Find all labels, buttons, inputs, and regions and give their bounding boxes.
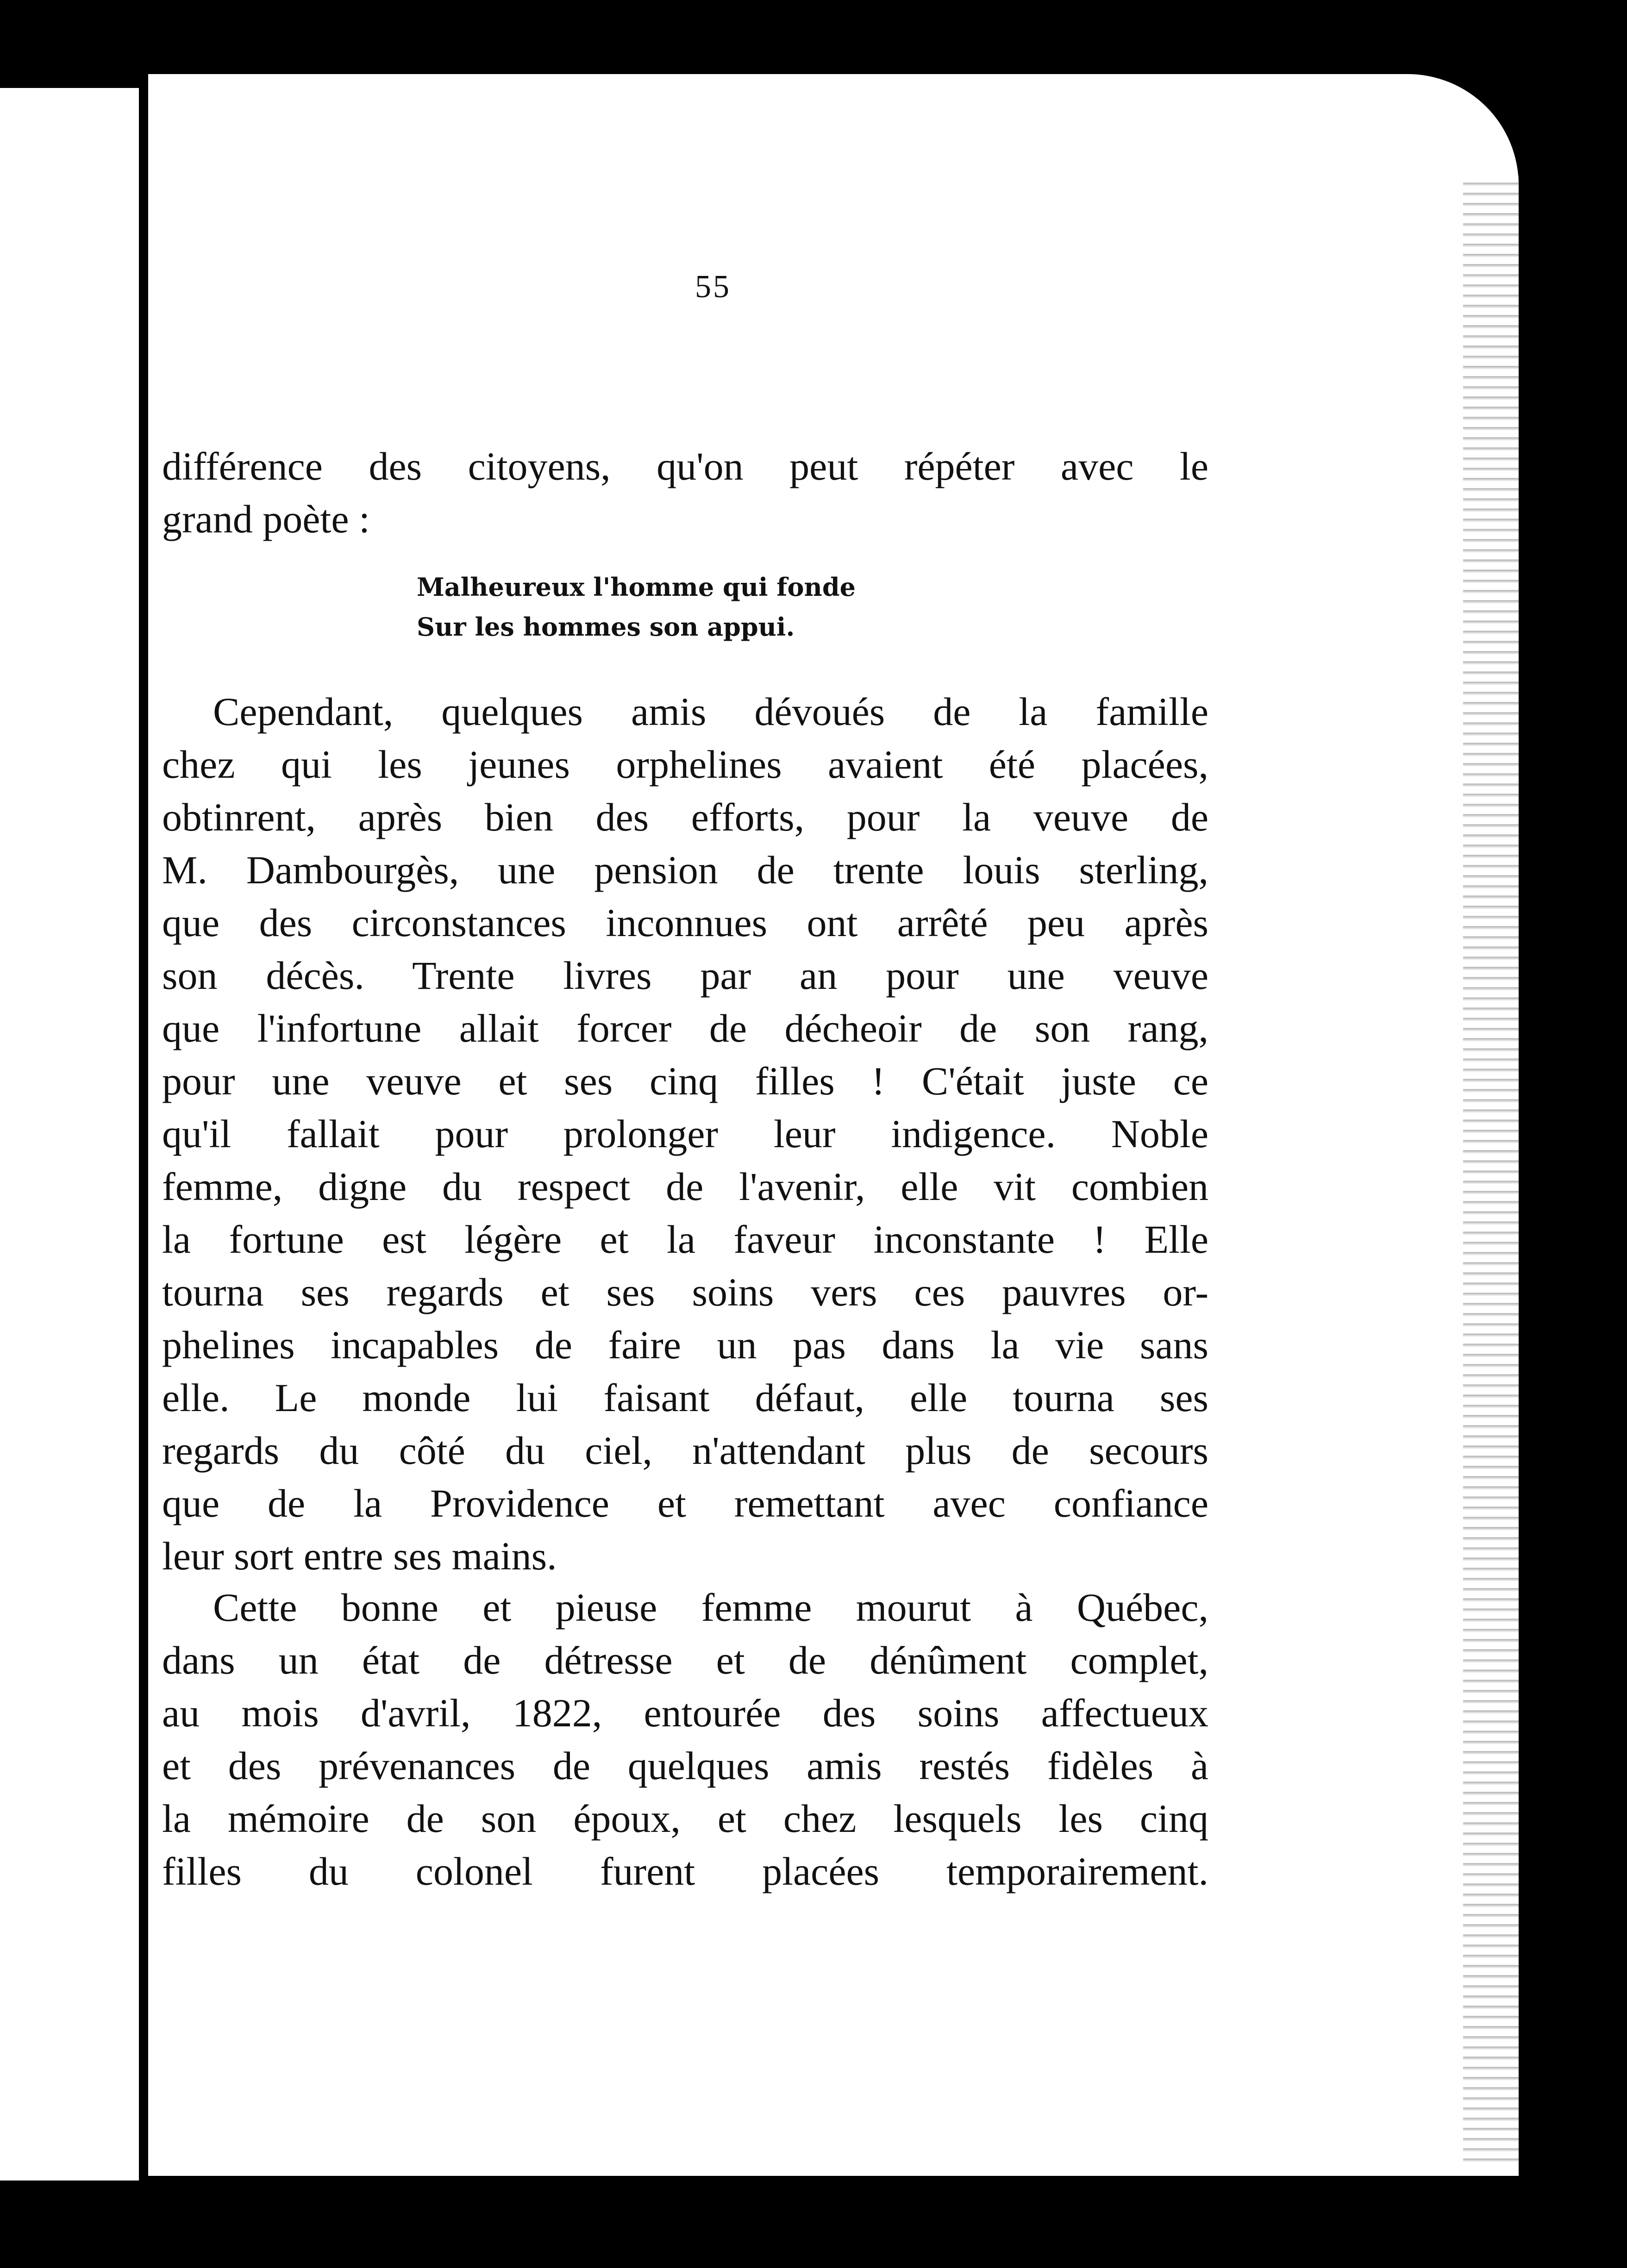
text-line: filles du colonel furent placées temporairement. (162, 1849, 1208, 1893)
page-edge-shadow (1463, 176, 1519, 2167)
intro-paragraph (162, 440, 1208, 545)
text-line: leur sort entre ses mains. (162, 1534, 557, 1578)
text-line: différence des citoyens, qu'on peut répéter avec le (162, 444, 1208, 488)
text-line: chez qui les jeunes orphelines avaient été placées, (162, 742, 1208, 787)
verse-quote (417, 567, 856, 647)
text-line: au mois d'avril, 1822, entourée des soins affectueux (162, 1691, 1208, 1735)
text-line: obtinrent, après bien des efforts, pour la veuve de (162, 795, 1208, 839)
text-line: la fortune est légère et la faveur inconstante ! Elle (162, 1217, 1208, 1262)
text-line: Cependant, quelques amis dévoués de la famille (213, 689, 1208, 734)
text-line: son décès. Trente livres par an pour une veuve (162, 953, 1208, 998)
paragraph-2 (162, 1581, 1208, 1898)
text-line: femme, digne du respect de l'avenir, elle vit combien (162, 1164, 1208, 1209)
quote-line: Sur les hommes son appui. (417, 612, 795, 642)
text-line: Cette bonne et pieuse femme mourut à Québec, (213, 1585, 1208, 1630)
text-line: pour une veuve et ses cinq filles ! C'était juste ce (162, 1059, 1208, 1103)
text-line: tourna ses regards et ses soins vers ces pauvres or- (162, 1270, 1208, 1314)
page-number: 55 (695, 269, 731, 305)
text-line: elle. Le monde lui faisant défaut, elle tourna ses (162, 1375, 1208, 1420)
text-line: grand poète : (162, 497, 370, 541)
paragraph-1 (162, 685, 1208, 1582)
text-line: que de la Providence et remettant avec confiance (162, 1481, 1208, 1525)
text-line: regards du côté du ciel, n'attendant plus de secours (162, 1428, 1208, 1473)
text-line: dans un état de détresse et de dénûment complet, (162, 1638, 1208, 1682)
quote-line: Malheureux l'homme qui fonde (417, 572, 856, 602)
facing-page-edge (0, 88, 139, 2181)
text-line: et des prévenances de quelques amis restés fidèles à (162, 1743, 1208, 1788)
text-line: que l'infortune allait forcer de décheoir de son rang, (162, 1006, 1208, 1050)
text-line: que des circonstances inconnues ont arrêté peu après (162, 900, 1208, 945)
text-line: qu'il fallait pour prolonger leur indigence. Noble (162, 1112, 1208, 1156)
text-line: phelines incapables de faire un pas dans la vie sans (162, 1323, 1208, 1367)
text-line: la mémoire de son époux, et chez lesquels les cinq (162, 1796, 1208, 1841)
text-line: M. Dambourgès, une pension de trente louis sterling, (162, 848, 1208, 892)
